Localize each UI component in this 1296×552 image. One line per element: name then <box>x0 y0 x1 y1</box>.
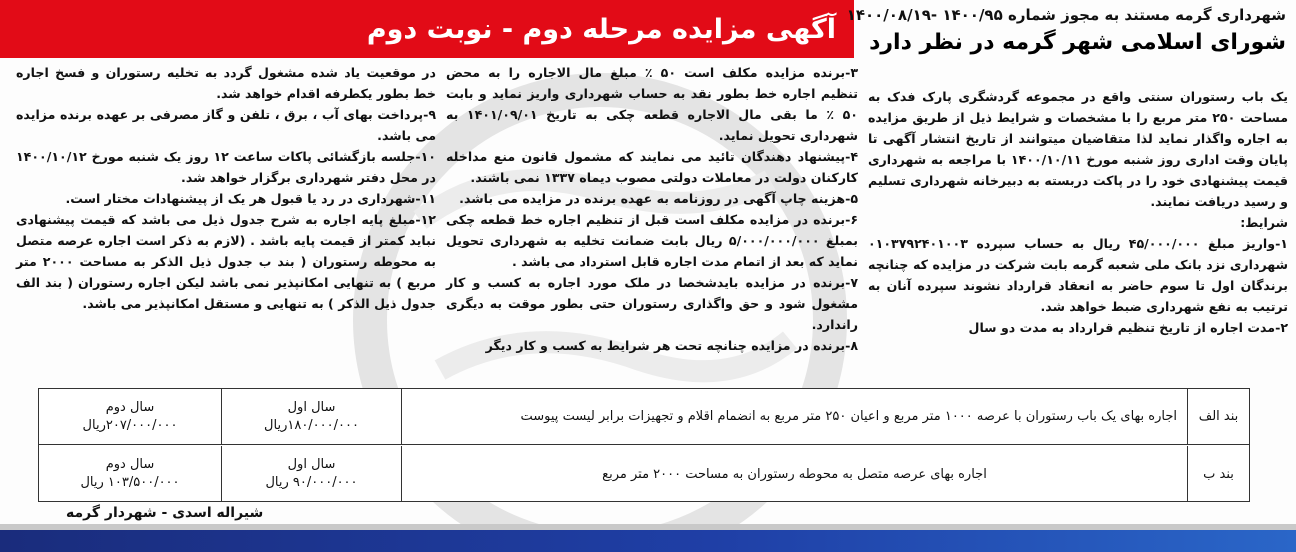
mayor-signature: شیراله اسدی - شهردار گرمه <box>66 505 264 521</box>
condition-3: ۳-برنده مزایده مکلف است ۵۰ ٪ مبلغ مال الاجاره را به محض تنظیم اجاره خط بطور نقد به حساب شهرداری واریز نماید و بابت ۵۰ ٪ ما بقی مال الاجاره قطعه چکی به تاریخ ۱۴۰۱/۰۹/۰۱ به شهرداری تحویل نماید. <box>446 65 858 143</box>
row-label: بند ب <box>1187 446 1249 502</box>
condition-4: ۴-پیشنهاد دهندگان تائید می نمایند که مشمول قانون منع مداخله کارکنان دولت در معاملات دولتی مصوب دیماه ۱۳۳۷ نمی باشند. <box>446 149 858 185</box>
year2-cell <box>39 389 221 444</box>
condition-10: ۱۰-جلسه بازگشائی پاکات ساعت ۱۲ روز یک شنبه مورخ ۱۴۰۰/۱۰/۱۲ در محل دفتر شهرداری برگزار خواهد شد. <box>16 149 436 185</box>
year2-cell <box>39 446 221 502</box>
year1-title: سال اول <box>287 457 336 472</box>
row-description: اجاره بهای عرصه متصل به محوطه رستوران به مساحت ۲۰۰۰ متر مربع <box>401 446 1187 502</box>
year1-cell <box>221 389 401 444</box>
year1-cell <box>221 446 401 502</box>
year2-title: سال دوم <box>105 399 155 415</box>
condition-9: ۹-پرداخت بهای آب ، برق ، تلفن و گاز مصرفی بر عهده برنده مزایده می باشد. <box>16 107 436 143</box>
condition-7: ۷-برنده در مزایده بایدشخصا در ملک مورد اجاره به کسب و کار مشغول شود و حق واگذاری رستوران حتی بطور موقت به دیگری راندارد. <box>446 275 858 332</box>
year1-amount: ۹۰/۰۰۰/۰۰۰ ریال <box>265 475 358 490</box>
row-description: اجاره بهای یک باب رستوران با عرصه ۱۰۰۰ متر مربع و اعیان ۲۵۰ متر مربع به انضمام اقلام و تجهیزات برابر لیست پیوست <box>401 389 1187 444</box>
middle-column <box>446 62 858 356</box>
right-column <box>868 86 1288 338</box>
condition-1: ۱-واریز مبلغ ۴۵/۰۰۰/۰۰۰ ریال به حساب سپرده ۰۱۰۳۷۹۲۴۰۱۰۰۳ شهرداری نزد بانک ملی شعبه گرمه بابت شرکت در مزایده که چنانچه برندگان اول تا سوم حاضر به انعقاد قرارداد نشوند سپرده آنان به ترتیب به نفع شهرداری ضبط خواهد شد. <box>868 236 1288 314</box>
condition-2: ۲-مدت اجاره از تاریخ تنظیم قرارداد به مدت دو سال <box>968 320 1288 335</box>
condition-6: ۶-برنده در مزایده مکلف است قبل از تنظیم اجاره خط قطعه چکی بمبلغ ۵/۰۰۰/۰۰۰/۰۰۰ ریال بابت ضمانت تخلیه به شهرداری تحویل نماید که بعد از اتمام مدت اجاره قابل استرداد می باشد . <box>446 212 858 269</box>
conditions-heading: شرایط: <box>1240 215 1288 230</box>
permit-reference: شهرداری گرمه مستند به مجوز شماره ۱۴۰۰/۹۵ -۱۴۰۰/۰۸/۱۹ <box>846 6 1286 24</box>
notice-title-banner <box>0 0 854 58</box>
row-label: بند الف <box>1187 389 1249 444</box>
year1-amount: ۱۸۰/۰۰۰/۰۰۰ریال <box>264 417 359 433</box>
year2-title: سال دوم <box>105 457 155 472</box>
condition-11: ۱۱-شهرداری در رد یا قبول هر یک از پیشنهادات مختار است. <box>65 191 436 206</box>
condition-12: ۱۲-مبلغ پایه اجاره به شرح جدول ذیل می باشد که قیمت پیشنهادی نباید کمتر از قیمت پایه باشد . (لازم به ذکر است اجاره عرصه متصل به محوطه رستوران ( بند ب جدول ذیل الذکر به مساحت ۲۰۰۰ متر مربع ) به تنهایی امکانپذیر نمی باشد لیکن اجاره رستوران ( بند الف جدول ذیل الذکر ) به تنهایی و مستقل امکانپذیر می باشد. <box>16 212 436 311</box>
table-row <box>39 446 1249 502</box>
rent-price-table <box>38 388 1250 502</box>
left-column <box>16 62 436 314</box>
council-heading: شورای اسلامی شهر گرمه در نظر دارد <box>869 30 1286 55</box>
condition-8: ۸-برنده در مزایده چنانچه تحت هر شرایط به کسب و کار دیگر <box>485 338 858 353</box>
notice-title: آگهی مزایده مرحله دوم - نوبت دوم <box>366 13 836 45</box>
table-row <box>39 389 1249 445</box>
year2-amount: ۲۰۷/۰۰۰/۰۰۰ریال <box>82 417 178 433</box>
year1-title: سال اول <box>287 399 336 415</box>
year2-amount: ۱۰۳/۵۰۰/۰۰۰ ریال <box>80 475 180 490</box>
intro-paragraph: یک باب رستوران سنتی واقع در مجموعه گردشگری پارک فدک به مساحت ۲۵۰ متر مربع را با مشخصات و شرایط ذیل از طریق مزایده به اجاره واگذار نماید لذا متقاضیان میتوانند از تاریخ انتشار آگهی تا پایان وقت اداری روز شنبه مورخ ۱۴۰۰/۱۰/۱۱ با مراجعه به شهرداری قیمت پیشنهادی خود را در پاکت دربسته به دبیرخانه شهرداری تسلیم و رسید دریافت نمایند. <box>868 89 1288 209</box>
condition-5: ۵-هزینه چاپ آگهی در روزنامه به عهده برنده در مزایده می باشد. <box>459 191 858 206</box>
condition-8-continued: در موقعیت یاد شده مشغول گردد به تخلیه رستوران و فسخ اجاره خط بطور یکطرفه اقدام خواهد شد. <box>16 65 436 101</box>
footer-bar <box>0 530 1296 552</box>
